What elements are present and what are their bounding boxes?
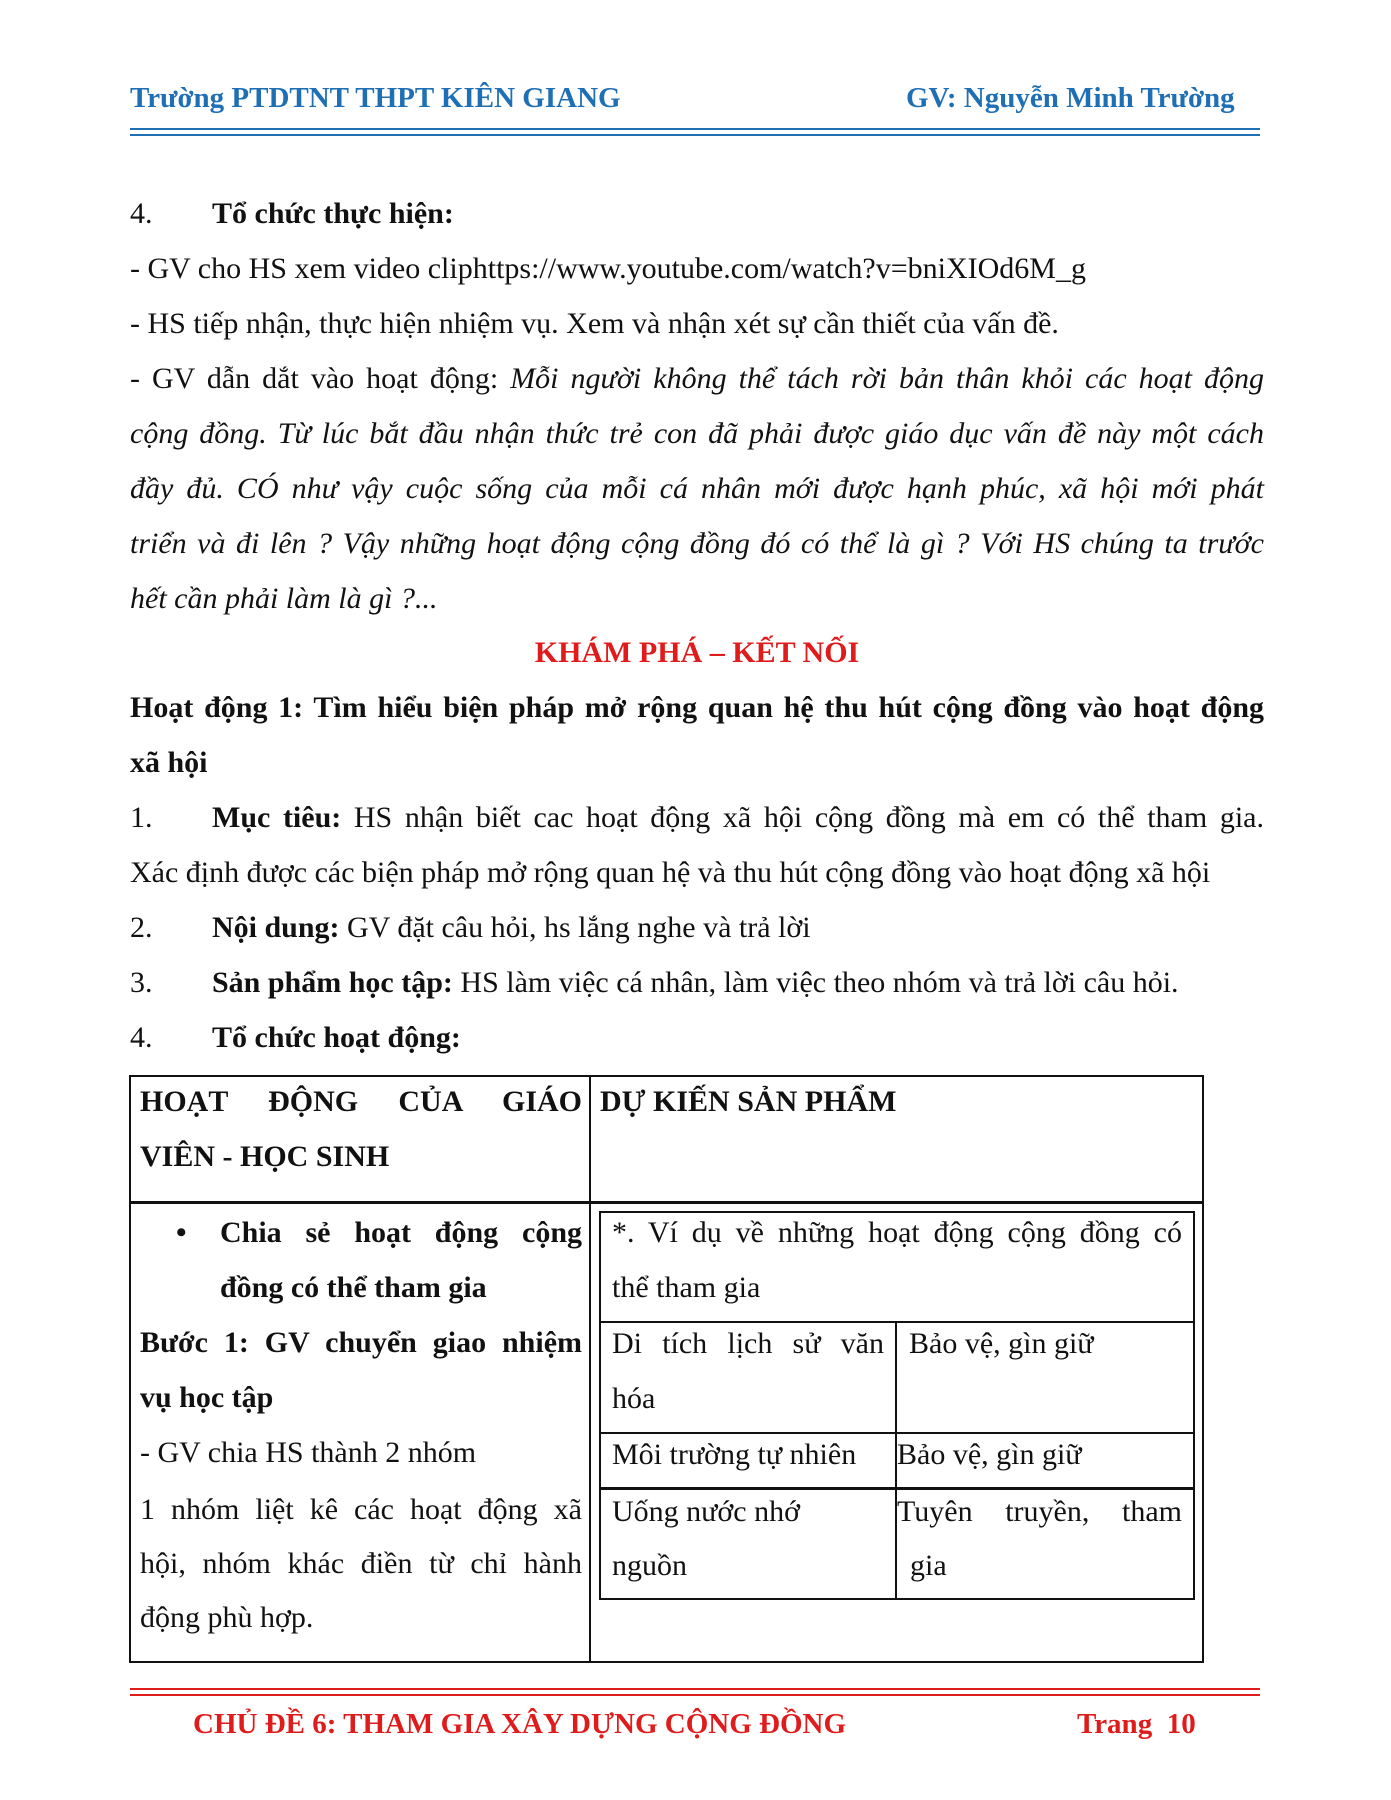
row-divider bbox=[599, 1487, 1195, 1490]
teacher-name: GV: Nguyễn Minh Trường bbox=[906, 82, 1235, 114]
school-name: Trường PTDTNT THPT KIÊN GIANG bbox=[130, 82, 621, 114]
example-action-cont: gia bbox=[910, 1549, 947, 1582]
footer-divider bbox=[130, 1688, 1260, 1696]
header-left-cont: VIÊN - HỌC SINH bbox=[140, 1140, 390, 1173]
content-item: 2. Nội dung: GV đặt câu hỏi, hs lắng nghe và trả lời bbox=[130, 911, 811, 944]
left-text: hội, nhóm khác điền từ chỉ hành bbox=[140, 1547, 582, 1580]
examples-title: *. Ví dụ về những hoạt động cộng đồng có bbox=[612, 1216, 1182, 1249]
section-title: KHÁM PHÁ – KẾT NỐI bbox=[534, 636, 860, 669]
organize-item: 4. Tổ chức hoạt động: bbox=[130, 1021, 461, 1054]
table-col-divider bbox=[589, 1075, 591, 1663]
objective-item: 1. Mục tiêu: HS nhận biết cac hoạt động xã hội cộng đồng mà em có thể tham gia. bbox=[130, 801, 1264, 834]
intro-line: - GV dẫn dắt vào hoạt động: Mỗi người không thể tách rời bản thân khỏi các hoạt động bbox=[130, 362, 1265, 395]
footer-topic: CHỦ ĐỀ 6: THAM GIA XÂY DỰNG CỘNG ĐỒNG bbox=[193, 1708, 847, 1740]
product-item: 3. Sản phẩm học tập: HS làm việc cá nhân, làm việc theo nhóm và trả lời câu hỏi. bbox=[130, 966, 1179, 999]
bullet-icon: • bbox=[176, 1216, 187, 1249]
left-text: - GV chia HS thành 2 nhóm bbox=[140, 1436, 477, 1469]
intro-line: triển và đi lên ? Vậy những hoạt động cộng đồng đó có thể là gì ? Với HS chúng ta trước bbox=[130, 527, 1264, 560]
activity-title: Hoạt động 1: Tìm hiểu biện pháp mở rộng quan hệ thu hút cộng đồng vào hoạt động bbox=[130, 691, 1264, 724]
header-right: DỰ KIẾN SẢN PHẨM bbox=[600, 1085, 897, 1118]
example-activity: Di tích lịch sử văn bbox=[612, 1327, 884, 1360]
example-activity: Môi trường tự nhiên bbox=[612, 1438, 857, 1471]
step1-title-cont: vụ học tập bbox=[140, 1381, 274, 1414]
bullet-text-cont: đồng có thể tham gia bbox=[220, 1271, 487, 1304]
examples-title-cont: thể tham gia bbox=[612, 1271, 761, 1304]
left-text: 1 nhóm liệt kê các hoạt động xã bbox=[140, 1493, 582, 1526]
header-divider bbox=[130, 128, 1260, 136]
bullet-text: Chia sẻ hoạt động cộng bbox=[220, 1216, 582, 1249]
row-divider bbox=[599, 1432, 1195, 1434]
example-activity-cont: hóa bbox=[612, 1382, 656, 1415]
objective-item-cont: Xác định được các biện pháp mở rộng quan hệ và thu hút cộng đồng vào hoạt động xã hội bbox=[130, 856, 1211, 889]
example-action: Bảo vệ, gìn giữ bbox=[897, 1438, 1082, 1471]
page-number: Trang 10 bbox=[1077, 1708, 1196, 1740]
example-action: Bảo vệ, gìn giữ bbox=[909, 1327, 1094, 1360]
left-text: động phù hợp. bbox=[140, 1601, 314, 1634]
intro-line: - GV cho HS xem video cliphttps://www.youtube.com/watch?v=bniXIOd6M_g bbox=[130, 252, 1086, 285]
step4-heading: 4. Tổ chức thực hiện: bbox=[130, 197, 454, 230]
table-header-divider bbox=[129, 1201, 1204, 1204]
step1-title: Bước 1: GV chuyển giao nhiệm bbox=[140, 1326, 582, 1359]
intro-line: hết cần phải làm là gì ?... bbox=[130, 582, 438, 615]
activity-title-cont: xã hội bbox=[130, 746, 208, 779]
intro-line: - HS tiếp nhận, thực hiện nhiệm vụ. Xem và nhận xét sự cần thiết của vấn đề. bbox=[130, 307, 1059, 340]
example-activity-cont: nguồn bbox=[612, 1549, 687, 1582]
row-divider bbox=[599, 1321, 1195, 1323]
intro-line: đầy đủ. CÓ như vậy cuộc sống của mỗi cá nhân mới được hạnh phúc, xã hội mới phát bbox=[130, 472, 1264, 505]
example-action: Tuyên truyền, tham bbox=[897, 1495, 1182, 1528]
example-activity: Uống nước nhớ bbox=[612, 1495, 800, 1528]
header-left: HOẠT ĐỘNG CỦA GIÁO bbox=[140, 1085, 582, 1118]
intro-line: cộng đồng. Từ lúc bắt đầu nhận thức trẻ con đã phải được giáo dục vấn đề này một cách bbox=[130, 417, 1264, 450]
